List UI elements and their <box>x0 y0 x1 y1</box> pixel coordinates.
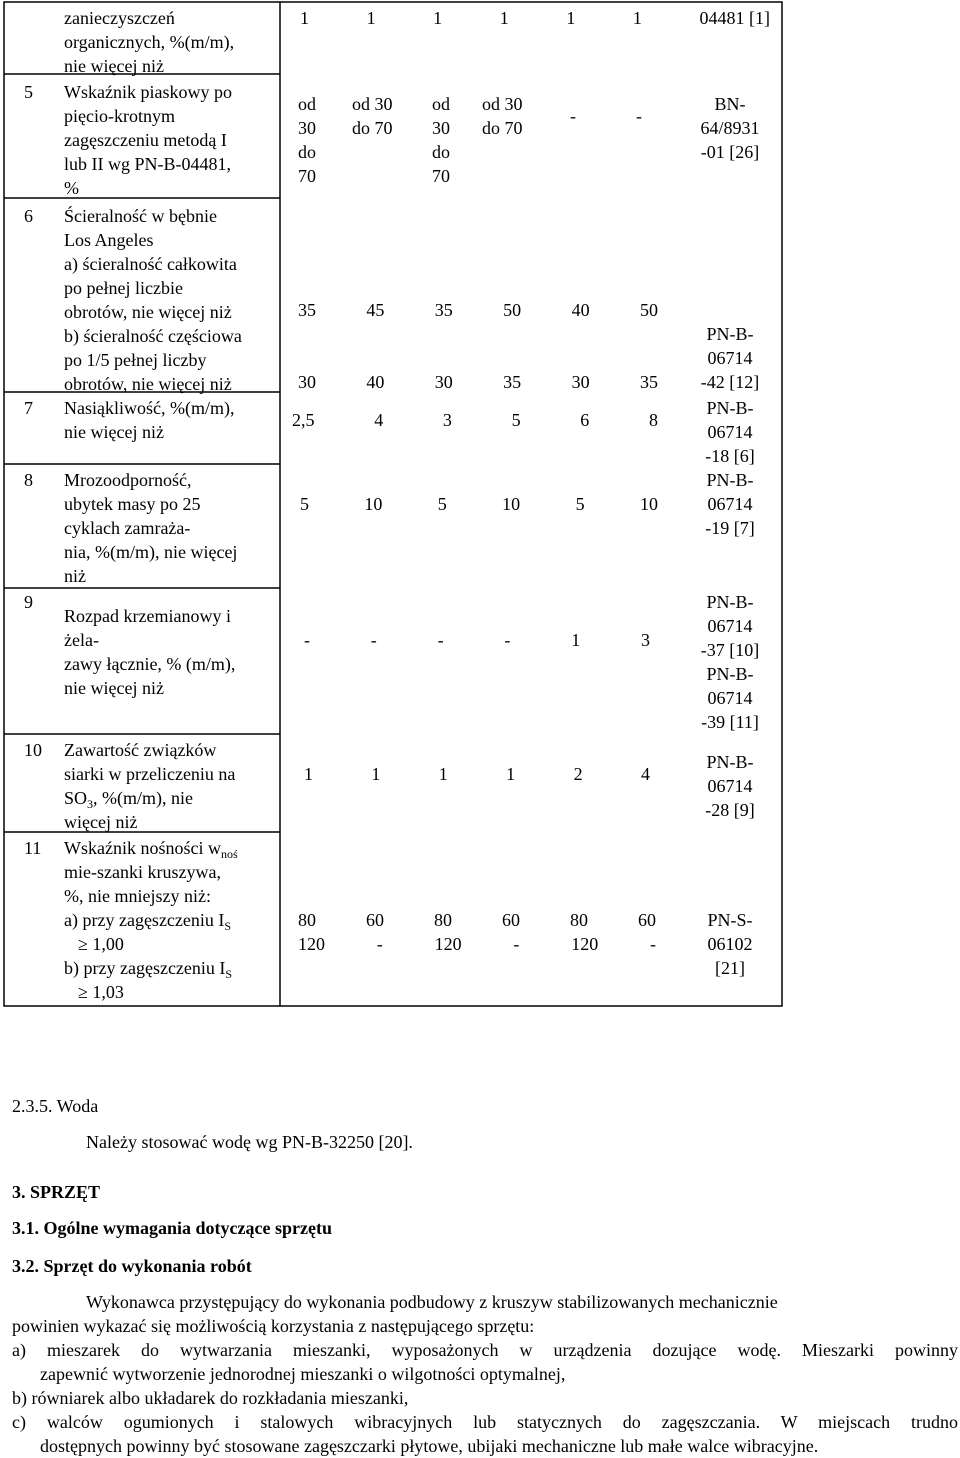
property-text: organicznych, %(m/m), <box>64 32 235 52</box>
value-cell: 1 <box>304 764 313 784</box>
value-cell: 5 <box>511 410 521 430</box>
value-cell: 1 <box>366 8 376 28</box>
value-cell: 40 <box>366 372 385 392</box>
property-text: Los Angeles <box>64 230 154 250</box>
section-heading-2-3-5: 2.3.5. Woda <box>12 1096 99 1116</box>
property-text: Ścieralność w bębnie <box>64 206 217 226</box>
property-text: $SO_3$, %(m/m), nie <box>64 788 193 811</box>
value-cell: 1 <box>506 764 516 784</box>
table-row <box>64 396 234 444</box>
property-text: % <box>64 178 79 198</box>
value-cell: - <box>504 630 511 650</box>
water-paragraph: Należy stosować wodę wg PN-B-32250 [20]. <box>86 1132 413 1152</box>
value-cell: od 30 do 70 <box>432 94 450 186</box>
value-cell: od 30 do 70 <box>482 94 523 138</box>
section-heading-3-1: 3.1. Ogólne wymagania dotyczące sprzętu <box>12 1218 332 1238</box>
property-text: a) przy zagęszczeniu $I_S$ <box>64 910 232 933</box>
norm-cell: PN-B- 06714 -37 [10] PN-B- 06714 -39 [11] <box>700 592 760 732</box>
value-cell: 1 <box>438 764 448 784</box>
value-cell: 40 <box>571 300 590 320</box>
value-cell: 30 <box>434 372 453 392</box>
value-cell: 60 <box>638 910 656 930</box>
property-text: zanieczyszczeń <box>64 8 175 28</box>
value-cell: - <box>304 630 310 650</box>
property-text: Zawartość związków <box>64 740 217 760</box>
row-number: 11 <box>24 838 42 858</box>
value-cell: 5 <box>437 494 447 514</box>
value-cell: 8 <box>648 410 658 430</box>
value-cell: 5 <box>300 494 309 514</box>
value-cell: 35 <box>639 372 658 392</box>
property-text: po pełnej liczbie <box>64 278 183 298</box>
table-row <box>64 738 235 834</box>
property-text: Mrozoodporność, <box>64 470 192 490</box>
property-text: mie-szanki kruszywa, <box>64 862 221 882</box>
value-cell: 80 <box>298 910 316 930</box>
list-item-continuation: zapewnić wytworzenie jednorodnej mieszanki o wilgotności optymalnej, <box>40 1364 566 1384</box>
norm-cell: PN-B- 06714 -19 [7] <box>705 470 755 538</box>
list-item: c) walców ogumionych i stalowych wibracyjnych lub statycznych do zagęszczania. W miejscach trudno <box>12 1412 958 1432</box>
table-row <box>64 836 238 1004</box>
property-text: Wskaźnik piaskowy po <box>64 82 232 102</box>
norm-cell: PN-B- 06714 -42 [12] <box>700 324 760 392</box>
norm-cell: BN- 64/8931 -01 [26] <box>700 94 760 162</box>
row-number: 10 <box>24 740 42 760</box>
value-cell: 50 <box>639 300 658 320</box>
norm-cell: PN-S- 06102 [21] <box>707 910 753 978</box>
property-text: obrotów, nie więcej niż <box>64 302 232 322</box>
value-cell: - <box>437 630 444 650</box>
values-row <box>292 408 658 432</box>
value-cell: 10 <box>364 494 383 514</box>
value-cell: 2 <box>573 764 583 784</box>
value-cell: 1 <box>632 8 642 28</box>
value-cell: - <box>370 630 377 650</box>
value-cell: 45 <box>366 300 385 320</box>
values-row <box>298 908 656 932</box>
property-text: po 1/5 pełnej liczby <box>64 350 207 370</box>
table-row <box>64 80 232 200</box>
property-text: obrotów, nie więcej niż <box>64 374 232 394</box>
table-row <box>64 6 234 78</box>
list-item-continuation: dostępnych powinny być stosowane zagęszczarki płytowe, ubijaki mechaniczne lub małe walce wibracyjne. <box>40 1436 819 1456</box>
value-cell: 10 <box>502 494 521 514</box>
property-text: ≥ 1,00 <box>78 934 124 954</box>
norm-cell: PN-B- 06714 -28 [9] <box>705 752 755 820</box>
row-number: 5 <box>24 82 33 102</box>
value-cell: - <box>570 106 576 126</box>
value-cell: 35 <box>298 300 316 320</box>
value-cell: 4 <box>374 410 384 430</box>
property-text: siarki w przeliczeniu na <box>64 764 236 784</box>
values-row <box>300 6 770 30</box>
value-cell: 5 <box>575 494 585 514</box>
table-row <box>64 468 237 588</box>
property-text: a) ścieralność całkowita <box>64 254 237 274</box>
value-cell: 30 <box>571 372 590 392</box>
value-cell: 120 <box>434 934 462 954</box>
value-cell: 1 <box>566 8 576 28</box>
value-cell: 50 <box>503 300 522 320</box>
property-text: nie więcej niż <box>64 678 164 698</box>
property-text: ≥ 1,03 <box>78 982 124 1002</box>
value-cell: 10 <box>639 494 658 514</box>
property-text: zagęszczeniu metodą I <box>64 130 227 150</box>
value-cell: 4 <box>640 764 650 784</box>
value-cell: 1 <box>300 8 309 28</box>
list-item: b) równiarek albo układarek do rozkładania mieszanki, <box>12 1388 409 1408</box>
value-cell: od 30 do 70 <box>298 94 316 186</box>
value-cell: 80 <box>434 910 452 930</box>
value-cell: - <box>636 106 642 126</box>
property-text: Nasiąkliwość, %(m/m), <box>64 398 235 418</box>
value-cell: 30 <box>298 372 316 392</box>
norm-cell: 04481 [1] <box>699 8 770 28</box>
value-cell: 3 <box>442 410 452 430</box>
value-cell: 60 <box>502 910 520 930</box>
value-cell: 1 <box>499 8 509 28</box>
value-cell: 80 <box>570 910 588 930</box>
value-cell: 2,5 <box>292 410 315 430</box>
paragraph-line: powinien wykazać się możliwością korzystania z następującego sprzętu: <box>12 1316 535 1336</box>
values-row <box>300 492 658 516</box>
value-cell: 6 <box>580 410 590 430</box>
property-text: pięcio-krotnym <box>64 106 175 126</box>
value-cell: 1 <box>571 630 581 650</box>
property-text: Wskaźnik nośności $w_{noś}$ <box>64 838 238 861</box>
values-row <box>298 298 658 322</box>
values-row <box>304 762 650 786</box>
row-number: 8 <box>24 470 33 490</box>
value-cell: - <box>649 934 656 954</box>
value-cell: 35 <box>434 300 453 320</box>
property-text: %, nie mniejszy niż: <box>64 886 211 906</box>
property-text: b) przy zagęszczeniu $I_S$ <box>64 958 233 981</box>
property-text: Rozpad krzemianowy i <box>64 606 231 626</box>
value-cell: 60 <box>366 910 384 930</box>
property-text: niż <box>64 566 86 586</box>
values-row <box>298 370 658 394</box>
value-cell: 120 <box>571 934 599 954</box>
row-number: 6 <box>24 206 33 226</box>
value-cell: - <box>376 934 383 954</box>
value-cell: 3 <box>640 630 650 650</box>
property-text: cyklach zamrażа- <box>64 518 191 538</box>
section-heading-3: 3. SPRZĘT <box>12 1182 101 1202</box>
norm-cell: PN-B- 06714 -18 [6] <box>705 398 755 466</box>
value-cell: 35 <box>503 372 522 392</box>
property-text: więcej niż <box>64 812 138 832</box>
list-item: a) mieszarek do wytwarzania mieszanki, wyposażonych w urządzenia dozujące wodę. Mieszarki powinny <box>12 1340 958 1360</box>
value-cell: 1 <box>433 8 443 28</box>
property-text: nie więcej niż <box>64 422 164 442</box>
section-heading-3-2: 3.2. Sprzęt do wykonania robót <box>12 1256 252 1276</box>
property-text: zawy łącznie, % (m/m), <box>64 654 236 674</box>
value-cell: od 30 do 70 <box>352 94 393 138</box>
property-text: nie więcej niż <box>64 56 164 76</box>
property-text: lub II wg PN-B-04481, <box>64 154 231 174</box>
property-text: żela- <box>64 630 99 650</box>
value-cell: 1 <box>371 764 381 784</box>
value-cell: - <box>513 934 520 954</box>
row-number: 9 <box>24 592 33 612</box>
table-row <box>64 604 235 700</box>
paragraph-line: Wykonawca przystępujący do wykonania podbudowy z kruszyw stabilizowanych mechanicznie <box>86 1292 778 1312</box>
values-row <box>304 628 650 652</box>
property-text: ubytek masy po 25 <box>64 494 201 514</box>
property-text: nia, %(m/m), nie więcej <box>64 542 238 562</box>
table-row <box>64 204 242 396</box>
values-row <box>298 932 656 956</box>
value-cell: 120 <box>298 934 325 954</box>
row-number: 7 <box>24 398 33 418</box>
property-text: b) ścieralność częściowa <box>64 326 242 346</box>
